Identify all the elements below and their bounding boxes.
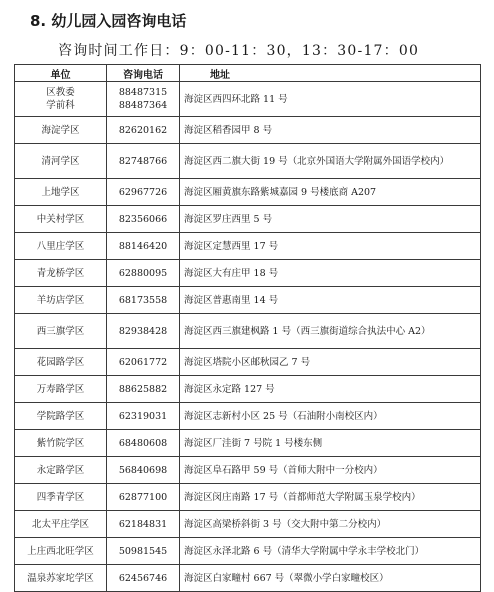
cell-address: 海淀区闵庄南路 17 号（首都师范大学附属玉泉学校内） bbox=[180, 484, 481, 511]
cell-address: 海淀区高梁桥斜街 3 号（交大附中第二分校内） bbox=[180, 511, 481, 538]
phone-number: 82356066 bbox=[118, 213, 168, 225]
table-row bbox=[15, 430, 481, 457]
cell-address: 海淀区塔院小区邮秋园乙 7 号 bbox=[180, 349, 481, 376]
cell-address: 海淀区大有庄甲 18 号 bbox=[180, 260, 481, 287]
cell-address: 海淀区白家疃村 667 号（翠微小学白家疃校区） bbox=[180, 565, 481, 592]
cell-unit bbox=[15, 260, 107, 287]
table-row bbox=[15, 349, 481, 376]
table-header-row bbox=[15, 65, 481, 82]
cell-phone bbox=[107, 511, 180, 538]
cell-phone bbox=[107, 82, 180, 117]
cell-unit bbox=[15, 484, 107, 511]
unit-line: 四季青学区 bbox=[36, 491, 85, 503]
unit-line: 中关村学区 bbox=[36, 213, 85, 225]
cell-phone bbox=[107, 457, 180, 484]
unit-line: 学前科 bbox=[46, 100, 75, 111]
unit-line: 北太平庄学区 bbox=[31, 518, 89, 530]
unit-line: 学院路学区 bbox=[36, 410, 85, 422]
phone-number: 82938428 bbox=[118, 325, 168, 337]
cell-address: 海淀区永泽北路 6 号（清华大学附属中学永丰学校北门） bbox=[180, 538, 481, 565]
table-row bbox=[15, 538, 481, 565]
cell-address: 海淀区稻香园甲 8 号 bbox=[180, 117, 481, 144]
phone-number: 62061772 bbox=[118, 356, 168, 368]
table-row bbox=[15, 179, 481, 206]
phone-number: 82620162 bbox=[118, 124, 168, 136]
phone-number: 68173558 bbox=[118, 294, 168, 306]
cell-unit bbox=[15, 538, 107, 565]
cell-phone bbox=[107, 260, 180, 287]
cell-unit bbox=[15, 457, 107, 484]
cell-unit bbox=[15, 403, 107, 430]
page-heading: 8. 幼儿园入园咨询电话 bbox=[30, 12, 187, 30]
table-row bbox=[15, 376, 481, 403]
table-row bbox=[15, 511, 481, 538]
cell-unit bbox=[15, 117, 107, 144]
unit-line: 万寿路学区 bbox=[36, 383, 85, 395]
cell-phone bbox=[107, 349, 180, 376]
phone-number: 88487364 bbox=[118, 100, 168, 111]
table-row bbox=[15, 260, 481, 287]
cell-address: 海淀区永定路 127 号 bbox=[180, 376, 481, 403]
phone-number: 82748766 bbox=[118, 155, 168, 167]
cell-unit bbox=[15, 430, 107, 457]
cell-phone bbox=[107, 314, 180, 349]
table-row bbox=[15, 117, 481, 144]
phone-number: 62967726 bbox=[118, 186, 168, 198]
cell-address: 海淀区西三旗建枫路 1 号（西三旗街道综合执法中心 A2） bbox=[180, 314, 481, 349]
unit-line: 上地学区 bbox=[41, 186, 80, 198]
cell-phone bbox=[107, 376, 180, 403]
table-row bbox=[15, 484, 481, 511]
cell-phone bbox=[107, 233, 180, 260]
cell-unit bbox=[15, 144, 107, 179]
table-row bbox=[15, 457, 481, 484]
unit-line: 区教委 bbox=[46, 87, 75, 98]
cell-address: 海淀区普惠南里 14 号 bbox=[180, 287, 481, 314]
phone-number: 62456746 bbox=[118, 572, 168, 584]
phone-number: 62319031 bbox=[118, 410, 168, 422]
cell-phone bbox=[107, 206, 180, 233]
cell-phone bbox=[107, 144, 180, 179]
cell-address: 海淀区定慧西里 17 号 bbox=[180, 233, 481, 260]
contact-table bbox=[14, 64, 481, 592]
cell-phone bbox=[107, 287, 180, 314]
cell-unit bbox=[15, 314, 107, 349]
phone-number: 88625882 bbox=[118, 383, 168, 395]
unit-line: 温泉苏家坨学区 bbox=[27, 572, 94, 584]
unit-line: 紫竹院学区 bbox=[36, 437, 85, 449]
header-address: 地址 bbox=[180, 65, 481, 82]
cell-address: 海淀区志新村小区 25 号（石油附小南校区内） bbox=[180, 403, 481, 430]
phone-number: 88487315 bbox=[118, 87, 168, 98]
cell-phone bbox=[107, 117, 180, 144]
table-row bbox=[15, 565, 481, 592]
cell-address: 海淀区厂洼街 7 号院 1 号楼东侧 bbox=[180, 430, 481, 457]
cell-unit bbox=[15, 565, 107, 592]
unit-line: 八里庄学区 bbox=[36, 240, 85, 252]
unit-line: 西三旗学区 bbox=[36, 325, 85, 337]
unit-line: 永定路学区 bbox=[36, 464, 85, 476]
unit-line: 羊坊店学区 bbox=[36, 294, 85, 306]
cell-address: 海淀区西二旗大街 19 号（北京外国语大学附属外国语学校内） bbox=[180, 144, 481, 179]
cell-phone bbox=[107, 430, 180, 457]
phone-number: 62880095 bbox=[118, 267, 168, 279]
cell-unit bbox=[15, 179, 107, 206]
cell-address: 海淀区罗庄西里 5 号 bbox=[180, 206, 481, 233]
table-row bbox=[15, 233, 481, 260]
phone-number: 88146420 bbox=[118, 240, 168, 252]
table-row bbox=[15, 314, 481, 349]
phone-number: 68480608 bbox=[118, 437, 168, 449]
header-unit: 单位 bbox=[15, 65, 107, 82]
cell-unit bbox=[15, 376, 107, 403]
cell-phone bbox=[107, 565, 180, 592]
table-row bbox=[15, 287, 481, 314]
unit-line: 上庄西北旺学区 bbox=[27, 545, 94, 557]
table-row bbox=[15, 206, 481, 233]
cell-unit bbox=[15, 82, 107, 117]
cell-phone bbox=[107, 484, 180, 511]
header-phone: 咨询电话 bbox=[107, 65, 180, 82]
cell-address: 海淀区厢黄旗东路紫城嘉园 9 号楼底商 A207 bbox=[180, 179, 481, 206]
phone-number: 56840698 bbox=[118, 464, 168, 476]
cell-address: 海淀区阜石路甲 59 号（首师大附中一分校内） bbox=[180, 457, 481, 484]
table-body bbox=[15, 82, 481, 592]
table-row bbox=[15, 144, 481, 179]
cell-unit bbox=[15, 511, 107, 538]
phone-number: 62184831 bbox=[118, 518, 168, 530]
cell-unit bbox=[15, 287, 107, 314]
cell-unit bbox=[15, 206, 107, 233]
unit-line: 清河学区 bbox=[41, 155, 80, 167]
table-row bbox=[15, 403, 481, 430]
unit-line: 花园路学区 bbox=[36, 356, 85, 368]
unit-line: 青龙桥学区 bbox=[36, 267, 85, 279]
cell-unit bbox=[15, 349, 107, 376]
unit-line: 海淀学区 bbox=[41, 124, 80, 136]
cell-phone bbox=[107, 403, 180, 430]
table-row bbox=[15, 82, 481, 117]
cell-phone bbox=[107, 179, 180, 206]
phone-number: 62877100 bbox=[118, 491, 168, 503]
consultation-hours: 咨询时间工作日：9：00-11：30，13：30-17：00 bbox=[58, 43, 420, 59]
cell-unit bbox=[15, 233, 107, 260]
phone-number: 50981545 bbox=[118, 545, 168, 557]
cell-address: 海淀区西四环北路 11 号 bbox=[180, 82, 481, 117]
cell-phone bbox=[107, 538, 180, 565]
